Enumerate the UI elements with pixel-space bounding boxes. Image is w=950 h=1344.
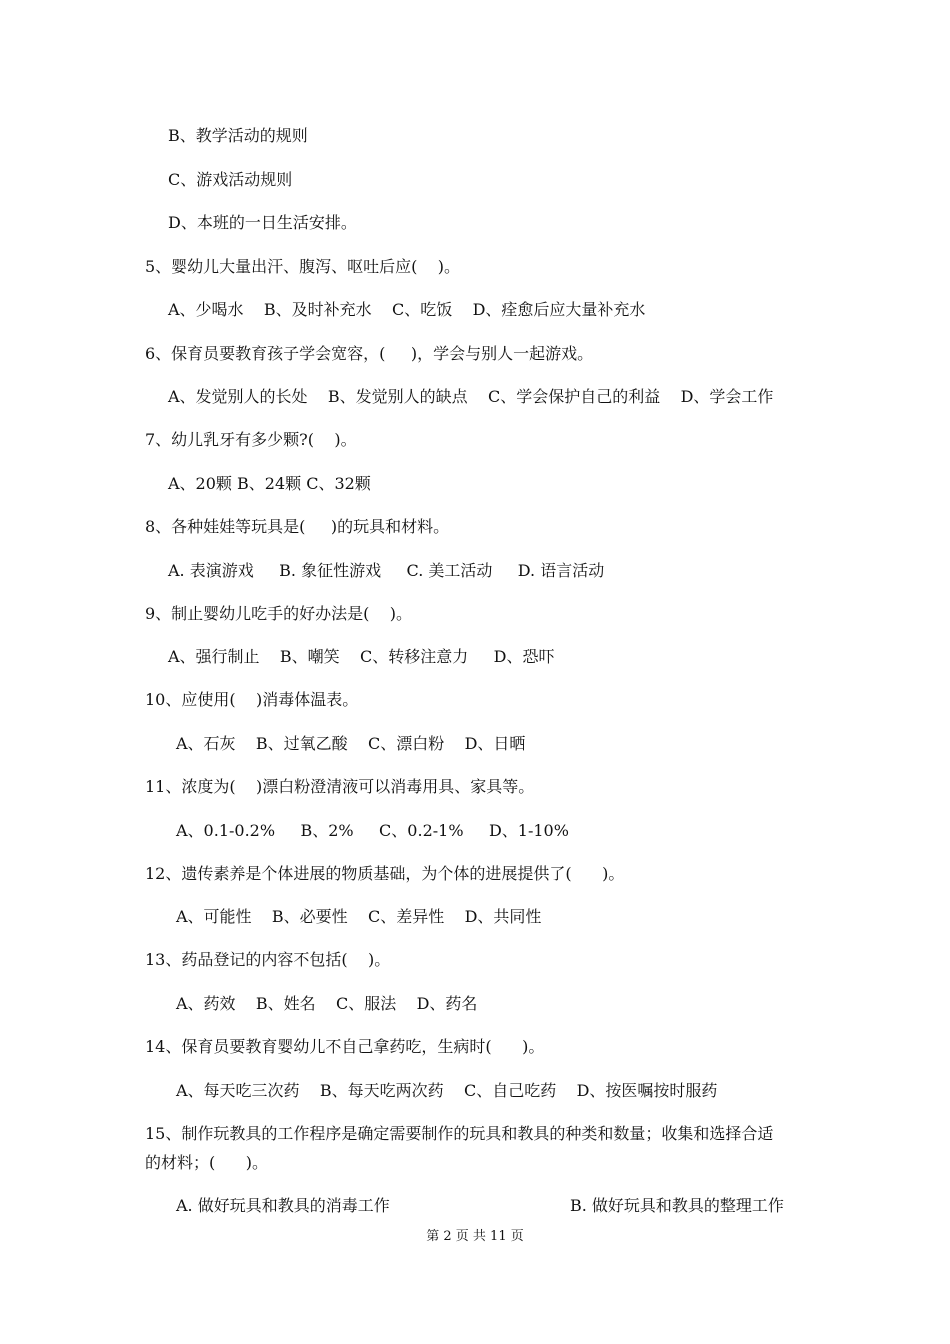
option-15-a: A. 做好玩具和教具的消毒工作 [176,1196,390,1215]
question-9: 9、制止婴幼儿吃手的好办法是( )。 [145,604,413,623]
question-14: 14、保育员要教育婴幼儿不自己拿药吃，生病时( )。 [145,1037,545,1056]
page-footer: 第 2 页 共 11 页 [426,1229,524,1244]
question-13: 13、药品登记的内容不包括( )。 [145,950,391,969]
options-8: A. 表演游戏 B. 象征性游戏 C. 美工活动 D. 语言活动 [168,561,605,580]
options-12: A、可能性 B、必要性 C、差异性 D、共同性 [176,907,542,926]
option-15-b: B. 做好玩具和教具的整理工作 [570,1196,784,1215]
question-8: 8、各种娃娃等玩具是( )的玩具和材料。 [145,517,450,536]
options-7: A、20颗 B、24颗 C、32颗 [168,474,371,493]
options-5: A、少喝水 B、及时补充水 C、吃饭 D、痊愈后应大量补充水 [168,300,646,319]
option-line: D、本班的一日生活安排。 [168,213,357,232]
options-6: A、发觉别人的长处 B、发觉别人的缺点 C、学会保护自己的利益 D、学会工作 [168,387,774,406]
options-14: A、每天吃三次药 B、每天吃两次药 C、自己吃药 D、按医嘱按时服药 [176,1081,718,1100]
option-line: C、游戏活动规则 [168,170,293,189]
question-7: 7、幼儿乳牙有多少颗?( )。 [145,430,357,449]
question-15-continued: 的材料；( )。 [145,1153,269,1172]
options-10: A、石灰 B、过氧乙酸 C、漂白粉 D、日晒 [176,734,526,753]
question-5: 5、婴幼儿大量出汗、腹泻、呕吐后应( )。 [145,257,461,276]
question-11: 11、浓度为( )漂白粉澄清液可以消毒用具、家具等。 [145,777,535,796]
question-6: 6、保育员要教育孩子学会宽容，( )，学会与别人一起游戏。 [145,344,594,363]
option-line: B、教学活动的规则 [168,126,308,145]
question-15: 15、制作玩教具的工作程序是确定需要制作的玩具和教具的种类和数量；收集和选择合适 [145,1124,774,1143]
options-11: A、0.1-0.2% B、2% C、0.2-1% D、1-10% [176,821,569,840]
options-13: A、药效 B、姓名 C、服法 D、药名 [176,994,478,1013]
question-12: 12、遗传素养是个体进展的物质基础，为个体的进展提供了( )。 [145,864,625,883]
question-10: 10、应使用( )消毒体温表。 [145,690,359,709]
options-9: A、强行制止 B、嘲笑 C、转移注意力 D、恐吓 [168,647,555,666]
